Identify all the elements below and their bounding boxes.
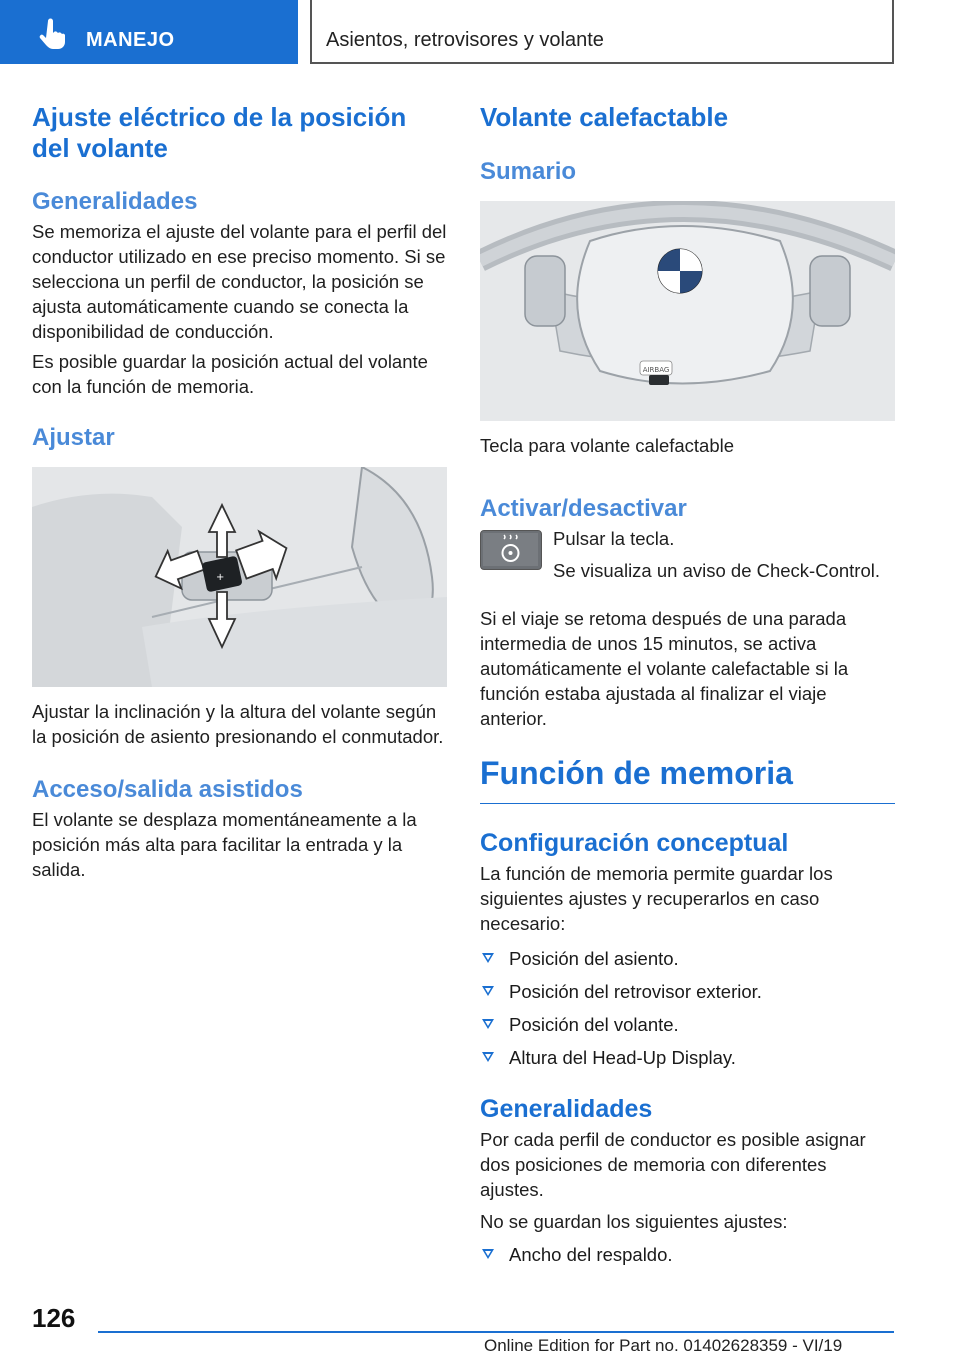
heated-steering-wheel-icon [480,530,542,570]
chapter-tab [0,0,298,64]
svg-text:+: + [216,572,225,583]
subheading-configuracion: Configuración conceptual [480,829,789,857]
memory-settings-list [480,946,895,1070]
section-title: Ajuste eléctrico de la posición del volante [32,102,407,163]
section-header [310,0,894,64]
paragraph: No se guardan los siguientes ajustes: [480,1211,788,1232]
bullet-triangle-icon [482,1249,494,1259]
paragraph: Si el viaje se retoma después de una parada intermedia de unos 15 minutos, se activa automáticamente el volante calefactable si la función estaba ajustada al finalizar el viaje anterior. [480,608,849,729]
steering-adjust-illustration [32,467,447,687]
subheading-generalidades: Generalidades [32,188,198,215]
right-column [480,102,895,1275]
chapter-label: MANEJO [86,29,175,51]
activation-steps [480,526,895,584]
list-item: Altura del Head-Up Display. [480,1045,895,1070]
bullet-triangle-icon [482,1019,494,1029]
bullet-triangle-icon [482,986,494,996]
page-number: 126 [32,1303,76,1333]
list-item: Posición del retrovisor exterior. [480,979,895,1004]
edition-text: Online Edition for Part no. 01402628359 - VI/19 [484,1336,843,1355]
image-caption: Tecla para volante calefactable [480,435,735,456]
subheading-sumario: Sumario [480,158,577,185]
list-item: Posición del asiento. [480,946,895,971]
airbag-label: AIRBAG [642,366,670,374]
section-title: Volante calefactable [480,102,729,132]
list-item: Posición del volante. [480,1012,895,1037]
section-label: Asientos, retrovisores y volante [326,29,604,51]
subheading-activar: Activar/desactivar [480,495,687,522]
paragraph: Es posible guardar la posición actual del volante con la función de memoria. [32,351,428,397]
list-item: Ancho del respaldo. [480,1242,895,1267]
footer-divider [98,1331,894,1333]
subheading-acceso: Acceso/salida asistidos [32,776,303,803]
steering-adjust-drawing [32,467,447,687]
paragraph: La función de memoria permite guardar los siguientes ajustes y recuperarlos en caso necesario: [480,863,833,934]
not-saved-list [480,1242,895,1267]
heated-steering-wheel-illustration [480,201,895,421]
step-text: Pulsar la tecla. [553,528,675,549]
subheading-generalidades: Generalidades [480,1095,653,1123]
left-column [32,102,447,882]
bullet-triangle-icon [482,953,494,963]
pointing-hand-icon [36,18,68,50]
step-text: Se visualiza un aviso de Check-Control. [553,560,880,581]
paragraph: Se memoriza el ajuste del volante para el perfil del conductor utilizado en ese preciso momento. Si se selecciona un perfil de conductor, la posición se ajusta automáticamente cuando se conecta la disponibilidad de conducción. [32,221,447,342]
paragraph: Por cada perfil de conductor es posible asignar dos posiciones de memoria con diferentes ajustes. [480,1129,866,1200]
bullet-triangle-icon [482,1052,494,1062]
steering-wheel-drawing [480,201,895,421]
section-title-memoria: Función de memoria [480,753,895,804]
subheading-ajustar: Ajustar [32,424,115,451]
image-caption: Ajustar la inclinación y la altura del volante según la posición de asiento presionando el conmutador. [32,701,444,747]
heated-wheel-glyph [481,531,540,568]
paragraph: El volante se desplaza momentáneamente a la posición más alta para facilitar la entrada y la salida. [32,809,417,880]
